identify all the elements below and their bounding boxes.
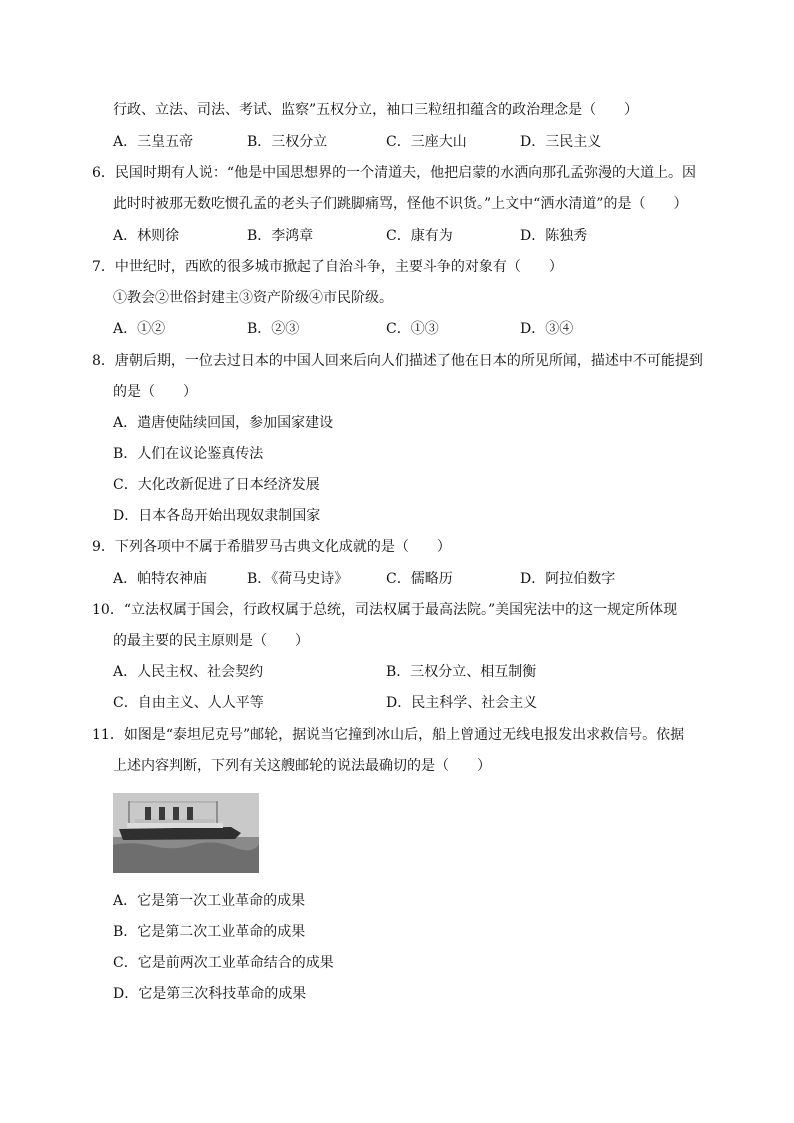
- q7-option-b[interactable]: B．②③: [247, 321, 300, 337]
- q5-option-c[interactable]: C．三座大山: [386, 134, 467, 150]
- question-5-continuation: 行政、立法、司法、考试、监察”五权分立，袖口三粒纽扣蕴含的政治理念是（ ）: [113, 102, 639, 118]
- q7-option-d[interactable]: D．③④: [520, 321, 574, 337]
- question-8-stem-line1: 8．唐朝后期，一位去过日本的中国人回来后向人们描述了他在日本的所见所闻，描述中不可能提到: [92, 353, 703, 369]
- question-7-stem-line2: ①教会②世俗封建主③资产阶级④市民阶级。: [113, 290, 393, 306]
- q11-option-d[interactable]: D．它是第三次科技革命的成果: [113, 986, 307, 1002]
- q9-option-d[interactable]: D．阿拉伯数字: [520, 571, 616, 587]
- q8-option-a[interactable]: A．遣唐使陆续回国，参加国家建设: [113, 415, 334, 431]
- q9-option-b[interactable]: B．《荷马史诗》: [247, 571, 349, 587]
- q10-option-b[interactable]: B．三权分立、相互制衡: [386, 664, 537, 680]
- question-11-stem-line2: 上述内容判断，下列有关这艘邮轮的说法最确切的是（ ）: [113, 758, 491, 774]
- q5-option-d[interactable]: D．三民主义: [520, 134, 602, 150]
- q5-option-b[interactable]: B．三权分立: [247, 134, 328, 150]
- q11-option-a[interactable]: A．它是第一次工业革命的成果: [113, 893, 306, 909]
- question-10-stem-line1: 10．“立法权属于国会，行政权属于总统，司法权属于最高法院。”美国宪法中的这一规定所体现: [92, 602, 678, 618]
- question-9-stem: 9．下列各项中不属于希腊罗马古典文化成就的是（ ）: [92, 539, 451, 555]
- q9-option-a[interactable]: A．帕特农神庙: [113, 571, 208, 587]
- q10-option-d[interactable]: D．民主科学、社会主义: [386, 695, 538, 711]
- q6-option-c[interactable]: C．康有为: [386, 228, 453, 244]
- q7-option-c[interactable]: C．①③: [386, 321, 439, 337]
- titanic-ship-illustration: [113, 793, 259, 873]
- q8-option-b[interactable]: B．人们在议论鉴真传法: [113, 446, 264, 462]
- q7-option-a[interactable]: A．①②: [113, 321, 166, 337]
- question-6-stem-line2: 此时时被那无数吃惯孔孟的老头子们跳脚痛骂，怪他不识货。”上文中“洒水清道”的是（ ）: [113, 196, 688, 212]
- q5-option-a[interactable]: A．三皇五帝: [113, 134, 194, 150]
- q8-option-c[interactable]: C．大化改新促进了日本经济发展: [113, 477, 320, 493]
- question-8-stem-line2: 的是（ ）: [113, 384, 197, 400]
- q9-option-c[interactable]: C．儒略历: [386, 571, 453, 587]
- question-11-stem-line1: 11．如图是“泰坦尼克号”邮轮，据说当它撞到冰山后，船上曾通过无线电报发出求救信号。依据: [92, 727, 685, 743]
- q10-option-c[interactable]: C．自由主义、人人平等: [113, 695, 264, 711]
- q6-option-b[interactable]: B．李鸿章: [247, 228, 314, 244]
- titanic-photo: [113, 793, 259, 873]
- q10-option-a[interactable]: A．人民主权、社会契约: [113, 664, 264, 680]
- question-6-stem-line1: 6．民国时期有人说：“他是中国思想界的一个清道夫，他把启蒙的水洒向那孔孟弥漫的大道上。因: [92, 165, 697, 181]
- q11-option-b[interactable]: B．它是第二次工业革命的成果: [113, 924, 306, 940]
- question-7-stem-line1: 7．中世纪时，西欧的很多城市掀起了自治斗争，主要斗争的对象有（ ）: [92, 259, 563, 275]
- question-10-stem-line2: 的最主要的民主原则是（ ）: [113, 633, 309, 649]
- q11-option-c[interactable]: C．它是前两次工业革命结合的成果: [113, 955, 334, 971]
- q8-option-d[interactable]: D．日本各岛开始出现奴隶制国家: [113, 508, 321, 524]
- q6-option-d[interactable]: D．陈独秀: [520, 228, 588, 244]
- q6-option-a[interactable]: A．林则徐: [113, 228, 180, 244]
